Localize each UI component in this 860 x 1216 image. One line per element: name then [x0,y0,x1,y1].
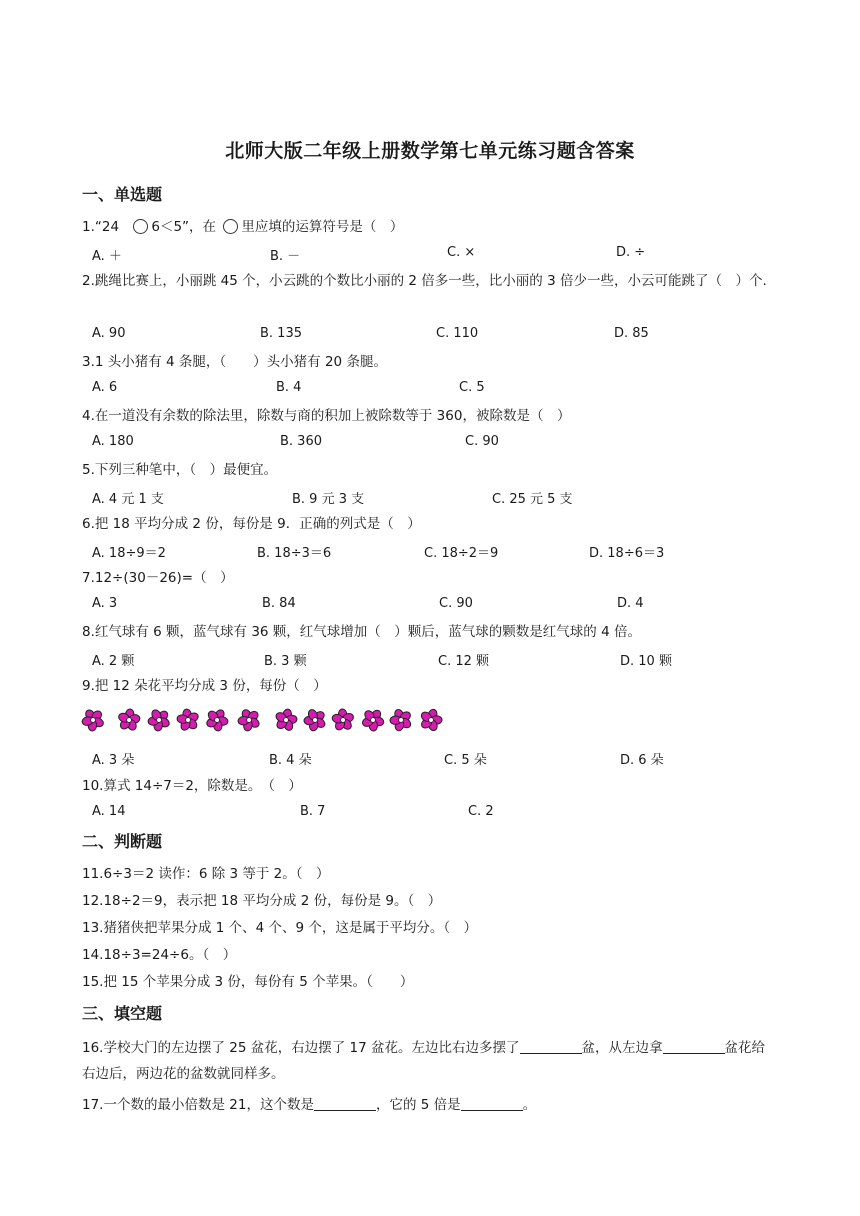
q17-text-b: ，它的 5 倍是 [375,1097,461,1113]
option-a[interactable]: A. 14 [92,804,126,819]
question-11: 11.6÷3＝2 读作：6 除 3 等于 2。（ ） [82,866,330,882]
q17-text-c: 。 [522,1097,537,1113]
flower-icon [418,708,444,732]
option-a[interactable]: A. 18÷9＝2 [92,546,166,561]
question-8: 8.红气球有 6 颗，蓝气球有 36 颗，红气球增加（ ）颗后，蓝气球的颗数是红气球的 4 倍。 [82,624,641,640]
question-4: 4.在一道没有余数的除法里，除数与商的积加上被除数等于 360，被除数是（ ） [82,408,571,424]
answer-blank[interactable] [663,1039,725,1054]
option-c[interactable]: C. 110 [436,326,479,341]
option-b[interactable]: B. 7 [300,804,326,819]
circle-blank-icon [223,219,238,234]
flower-icon [302,708,328,732]
flower-icon [388,708,414,732]
option-c[interactable]: C. 5 [459,380,485,395]
option-a[interactable]: A. 3 [92,596,118,611]
option-c[interactable]: C. 90 [465,434,499,449]
option-b[interactable]: B. 4 [276,380,302,395]
option-a[interactable]: A. ＋ [92,249,122,264]
answer-blank[interactable] [520,1039,582,1054]
q1-text-b: 6＜5”，在 [151,219,217,235]
q1-text-c: 里应填的运算符号是（ ） [241,219,404,235]
option-d[interactable]: D. 4 [617,596,644,611]
option-c[interactable]: C. × [447,245,476,260]
q16-text-a: 16.学校大门的左边摆了 25 盆花，右边摆了 17 盆花。左边比右边多摆了 [82,1040,520,1056]
question-5: 5.下列三种笔中，（ ）最便宜。 [82,462,278,478]
page-title: 北师大版二年级上册数学第七单元练习题含答案 [225,140,635,162]
flower-icon [116,708,142,732]
option-b[interactable]: B. 4 朵 [269,753,312,768]
option-b[interactable]: B. 3 颗 [264,654,307,669]
question-15: 15.把 15 个苹果分成 3 份，每份有 5 个苹果。（ ） [82,974,414,990]
flower-picture-row [80,706,460,734]
question-3: 3.1 头小猪有 4 条腿，（ ）头小猪有 20 条腿。 [82,354,387,370]
option-d[interactable]: D. 6 朵 [620,753,664,768]
option-c[interactable]: C. 12 颗 [438,654,490,669]
circle-blank-icon [133,219,148,234]
option-a[interactable]: A. 180 [92,434,134,449]
flower-icon [330,708,356,732]
option-b[interactable]: B. 84 [262,596,296,611]
question-16 [82,1035,772,1087]
question-13: 13.猪猪侠把苹果分成 1 个、4 个、9 个，这是属于平均分。（ ） [82,920,478,936]
section-heading-fill-blank: 三、填空题 [82,1004,163,1023]
option-a[interactable]: A. 6 [92,380,118,395]
question-1 [82,214,403,240]
option-d[interactable]: D. 18÷6＝3 [589,546,665,561]
question-7: 7.12÷(30－26)=（ ） [82,570,234,586]
option-a[interactable]: A. 3 朵 [92,753,135,768]
question-9: 9.把 12 朵花平均分成 3 份，每份（ ） [82,678,327,694]
question-2: 2.跳绳比赛上，小丽跳 45 个，小云跳的个数比小丽的 2 倍多一些，比小丽的 3 倍少一些，小云可能跳了（ ）个. [82,273,767,289]
answer-blank[interactable] [461,1096,523,1111]
option-a[interactable]: A. 2 颗 [92,654,135,669]
option-b[interactable]: B. 9 元 3 支 [292,492,365,507]
section-heading-true-false: 二、判断题 [82,832,163,851]
option-d[interactable]: D. 10 颗 [620,654,672,669]
q16-text-c: 盆花给右边后，两边花的盆数就同样多。 [82,1040,765,1082]
flower-icon [360,708,386,732]
question-17 [82,1092,536,1118]
question-12: 12.18÷2＝9，表示把 18 平均分成 2 份，每份是 9。（ ） [82,893,442,909]
option-c[interactable]: C. 18÷2＝9 [424,546,499,561]
flower-icon [146,708,172,732]
option-b[interactable]: B. 18÷3＝6 [257,546,332,561]
question-10: 10.算式 14÷7＝2，除数是。 （ ） [82,778,302,794]
question-14: 14.18÷3=24÷6。（ ） [82,947,237,963]
flower-icon [273,708,299,732]
q1-text-a: 1.“24 [82,219,120,235]
flower-icon [175,708,201,732]
option-d[interactable]: D. ÷ [616,245,646,260]
flower-icon [236,708,262,732]
option-d[interactable]: D. 85 [614,326,649,341]
option-b[interactable]: B. 135 [260,326,302,341]
option-a[interactable]: A. 90 [92,326,126,341]
option-b[interactable]: B. － [270,249,301,264]
section-heading-single-choice: 一、单选题 [82,185,163,204]
option-c[interactable]: C. 2 [468,804,494,819]
flower-icon [204,708,230,732]
option-c[interactable]: C. 90 [439,596,473,611]
option-c[interactable]: C. 5 朵 [444,753,487,768]
answer-blank[interactable] [314,1096,376,1111]
question-6: 6.把 18 平均分成 2 份，每份是 9．正确的列式是（ ） [82,516,421,532]
flower-icon [80,708,106,732]
option-b[interactable]: B. 360 [280,434,322,449]
option-a[interactable]: A. 4 元 1 支 [92,492,164,507]
q16-text-b: 盆，从左边拿 [581,1040,663,1056]
option-c[interactable]: C. 25 元 5 支 [492,492,573,507]
q17-text-a: 17.一个数的最小倍数是 21，这个数是 [82,1097,314,1113]
